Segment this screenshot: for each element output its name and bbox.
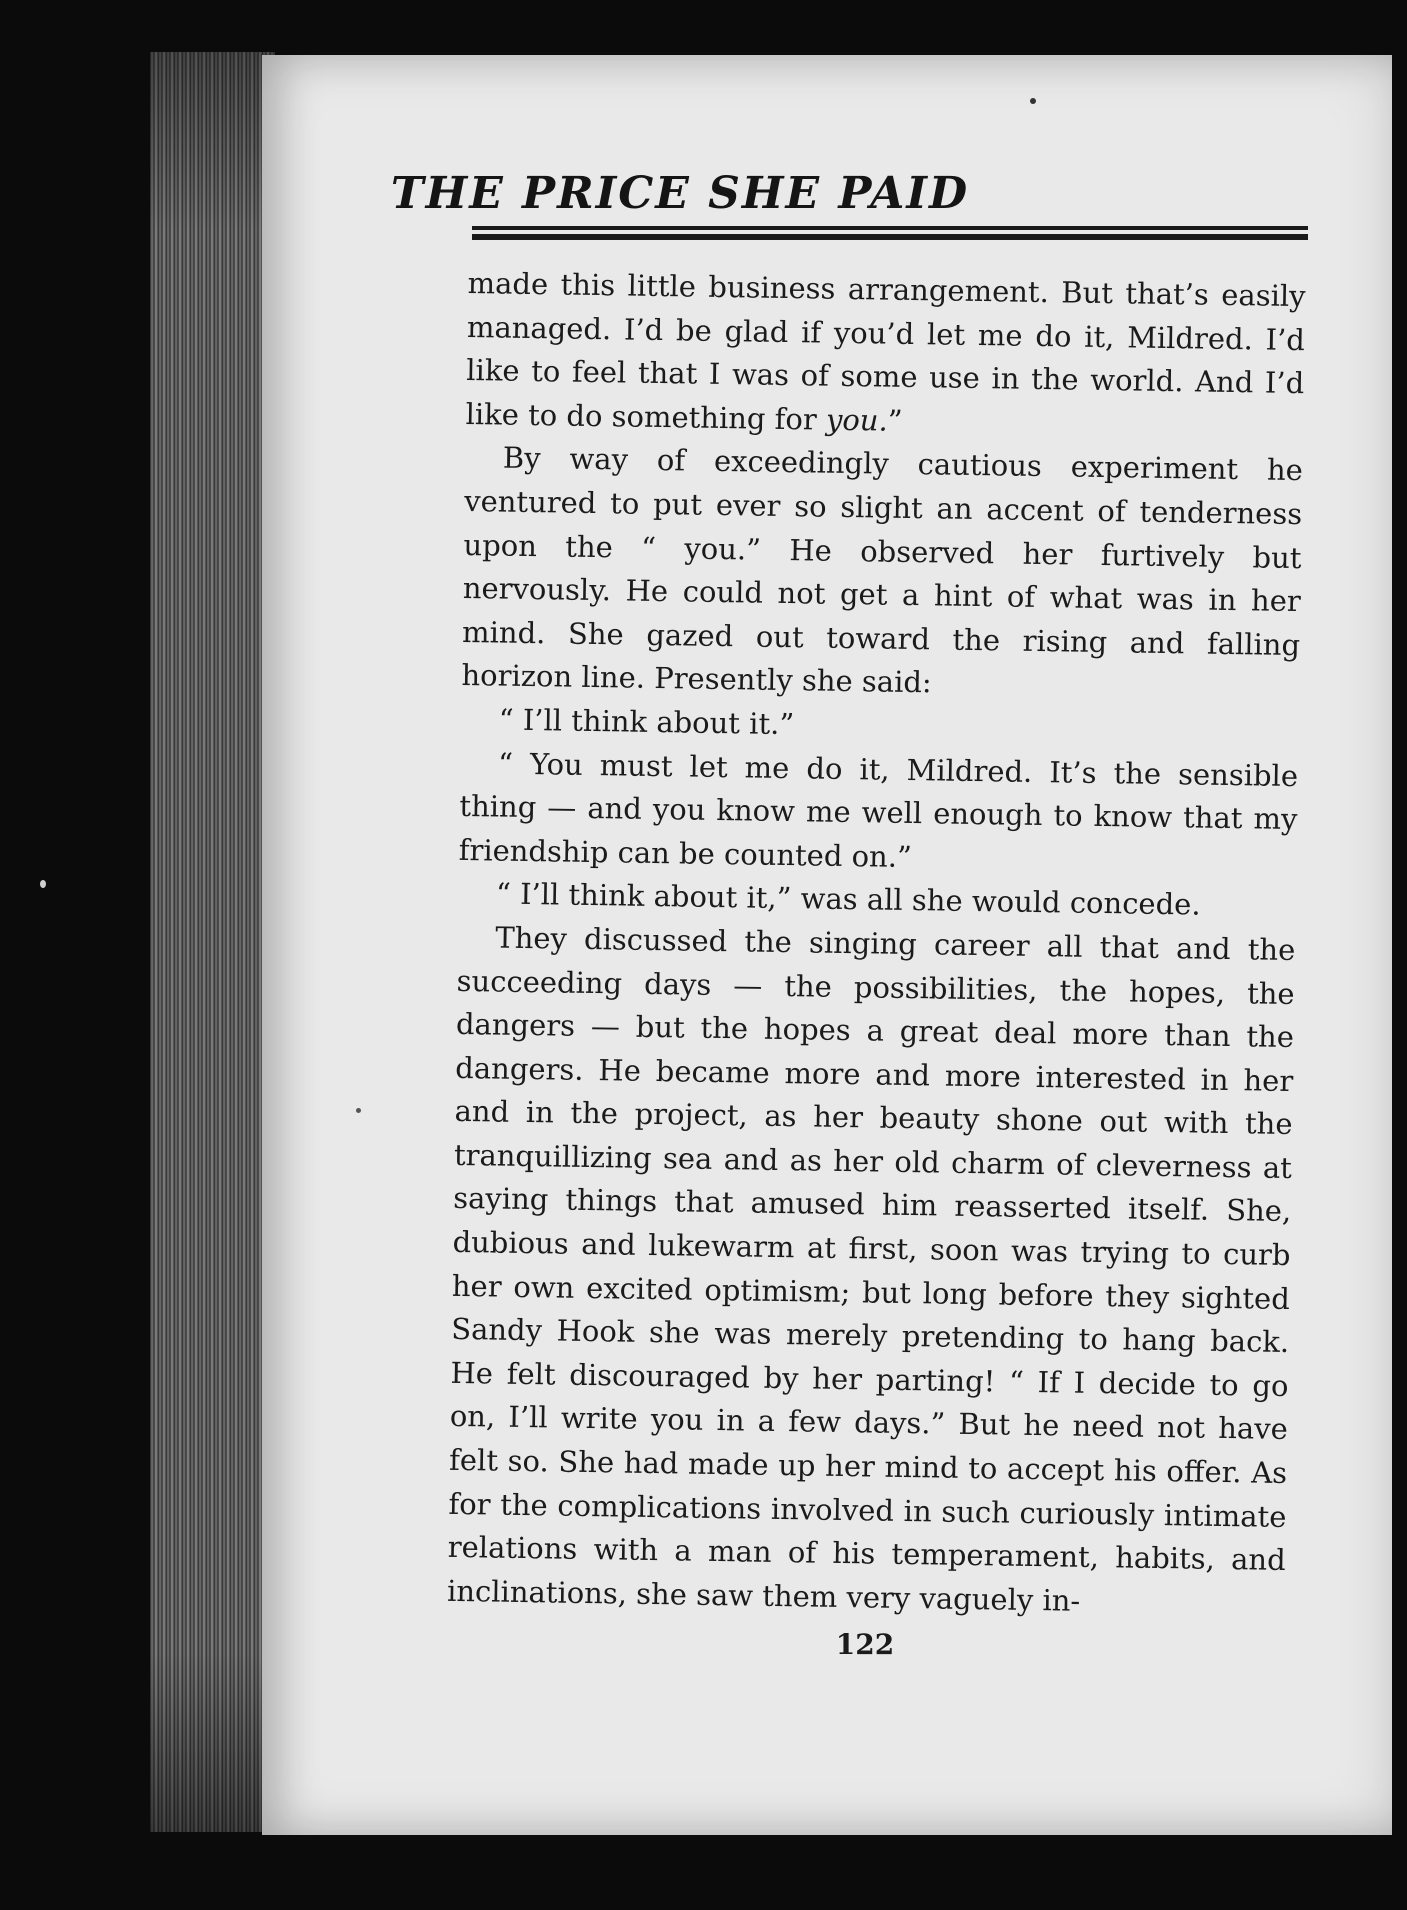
dust-speck: [40, 880, 46, 888]
paragraph: “ You must let me do it, Mildred. It’s the sensible thing — and you know me well enough to know that my friendship can be counted on.”: [458, 746, 1299, 874]
body-text: [447, 262, 1306, 1626]
page-number: 122: [835, 1628, 895, 1661]
dust-speck: [356, 1108, 361, 1113]
paragraph: By way of exceedingly cautious experiment he ventured to put ever so slight an accent of tenderness upon the “ you.” He observed her furtively but nervously. He could not get a hint of what was in her mind. She gazed out toward the rising and falling horizon line. Presently she said:: [461, 440, 1304, 700]
emphasized-word: you.: [825, 402, 889, 438]
paragraph: They discussed the singing career all that and the succeeding days — the possibilities, the hopes, the dangers — but the hopes a great deal more than the dangers. He became more and more interested in her and in the project, as her beauty shone out with the tranquillizing sea and as her old charm of cleverness at saying things that amused him reasserted itself. She, dubious and lukewarm at first, soon was trying to curb her own excited optimism; but long before they sighted Sandy Hook she was merely pretending to hang back. He felt discouraged by her parting! “ If I decide to go on, I’ll write you in a few days.” But he need not have felt so. She had made up her mind to accept his offer. As for the complications involved in such curiously intimate relations with a man of his temperament, habits, and inclinations, she saw them very vaguely in-: [446, 920, 1296, 1618]
dust-speck: [1030, 98, 1036, 104]
paragraph: made this little business arrangement. But that’s easily managed. I’d be glad if you’d let me do it, Mildred. I’d like to feel that I was of some use in the world. And I’d like to do something for you.”: [465, 265, 1306, 438]
header-double-rule: [472, 226, 1308, 240]
paragraph: “ I’ll think about it.”: [498, 702, 795, 742]
paragraph: “ I’ll think about it,” was all she would concede.: [495, 876, 1201, 922]
running-head: THE PRICE SHE PAID: [390, 168, 970, 219]
book-page-edges: [150, 52, 275, 1832]
